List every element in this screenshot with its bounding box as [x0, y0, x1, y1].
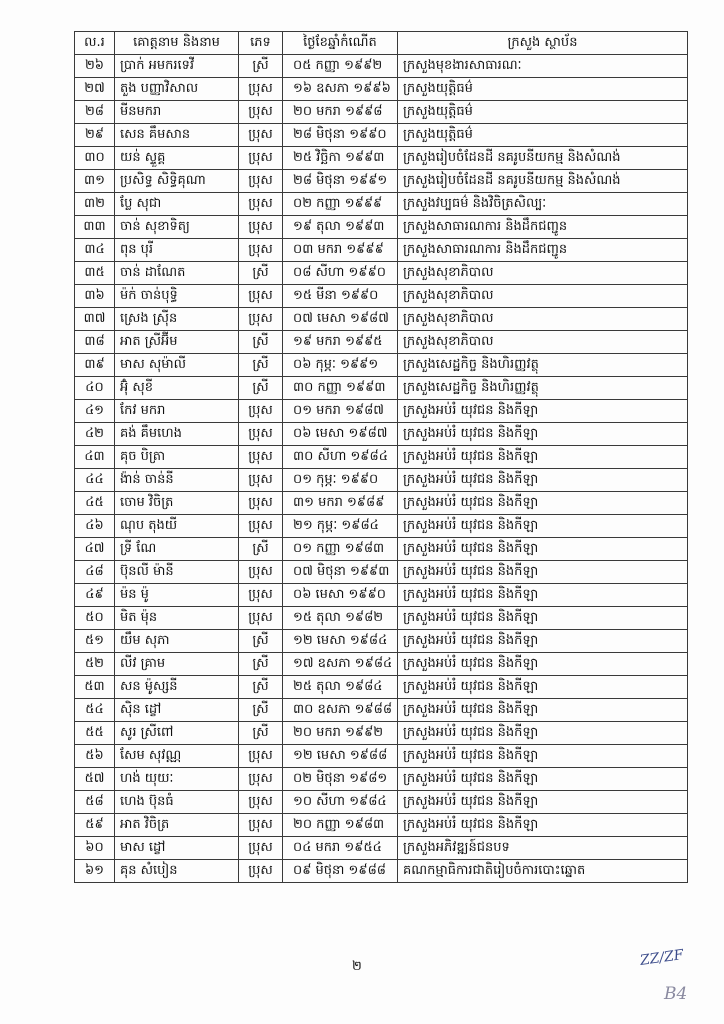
- cell-full-name: ហង់ យុយៈ: [115, 768, 239, 791]
- cell-sex: ស្រី: [239, 630, 283, 653]
- cell-date-of-birth: ០៩ មិថុនា ១៩៨៨: [283, 860, 398, 883]
- cell-number: ៣៥: [75, 262, 115, 285]
- cell-ministry: ក្រសួងអប់រំ យុវជន និងកីឡា: [398, 676, 688, 699]
- cell-number: ២៦: [75, 55, 115, 78]
- cell-ministry: ក្រសួងវប្បធម៌ និងវិចិត្រសិល្បៈ: [398, 193, 688, 216]
- cell-number: ៤៦: [75, 515, 115, 538]
- table-row: [75, 55, 688, 78]
- cell-sex: ប្រុស: [239, 101, 283, 124]
- cell-date-of-birth: ២៨ មិថុនា ១៩៩១: [283, 170, 398, 193]
- table-row: [75, 308, 688, 331]
- cell-sex: ប្រុស: [239, 469, 283, 492]
- cell-sex: ស្រី: [239, 377, 283, 400]
- cell-sex: ប្រុស: [239, 285, 283, 308]
- cell-ministry: ក្រសួងអប់រំ យុវជន និងកីឡា: [398, 584, 688, 607]
- cell-sex: ប្រុស: [239, 768, 283, 791]
- cell-ministry: ក្រសួងអប់រំ យុវជន និងកីឡា: [398, 607, 688, 630]
- cell-sex: ប្រុស: [239, 860, 283, 883]
- cell-ministry: ក្រសួងអប់រំ យុវជន និងកីឡា: [398, 630, 688, 653]
- cell-full-name: គង់ គឹមហេង: [115, 423, 239, 446]
- cell-date-of-birth: ០៦ កុម្ភៈ ១៩៩១: [283, 354, 398, 377]
- cell-full-name: ស៊ិន ដ្ខៅ: [115, 699, 239, 722]
- cell-date-of-birth: ០២ កញ្ញា ១៩៩៩: [283, 193, 398, 216]
- cell-date-of-birth: ១៥ តុលា ១៩៨២: [283, 607, 398, 630]
- table-row: [75, 860, 688, 883]
- cell-ministry: ក្រសួងអប់រំ យុវជន និងកីឡា: [398, 722, 688, 745]
- table-row: [75, 423, 688, 446]
- table-row: [75, 791, 688, 814]
- cell-ministry: ក្រសួងសុខាភិបាល: [398, 308, 688, 331]
- cell-ministry: ក្រសួងអប់រំ យុវជន និងកីឡា: [398, 423, 688, 446]
- cell-full-name: ទ្រី ណែ: [115, 538, 239, 561]
- cell-number: ៥៩: [75, 814, 115, 837]
- cell-sex: ប្រុស: [239, 584, 283, 607]
- table-row: [75, 768, 688, 791]
- cell-sex: ស្រី: [239, 653, 283, 676]
- cell-ministry: ក្រសួងយុត្តិធម៌: [398, 78, 688, 101]
- cell-number: ៥៨: [75, 791, 115, 814]
- cell-date-of-birth: ១២ មេសា ១៩៨៤: [283, 630, 398, 653]
- cell-date-of-birth: ០១ កុម្ភៈ ១៩៩០: [283, 469, 398, 492]
- cell-number: ៤៨: [75, 561, 115, 584]
- cell-number: ៣៣: [75, 216, 115, 239]
- cell-full-name: ម៉ន ម៉ូ: [115, 584, 239, 607]
- cell-sex: ប្រុស: [239, 561, 283, 584]
- cell-ministry: ក្រសួងអភិវឌ្ឍន៍ជនបទ: [398, 837, 688, 860]
- table-row: [75, 101, 688, 124]
- table-row: [75, 147, 688, 170]
- cell-number: ៥២: [75, 653, 115, 676]
- cell-ministry: ក្រសួងអប់រំ យុវជន និងកីឡា: [398, 561, 688, 584]
- cell-date-of-birth: ១៧ ឧសភា ១៩៨៤: [283, 653, 398, 676]
- cell-ministry: ក្រសួងអប់រំ យុវជន និងកីឡា: [398, 768, 688, 791]
- cell-full-name: ពុន បុរី: [115, 239, 239, 262]
- cell-date-of-birth: ២០ កញ្ញា ១៩៨៣: [283, 814, 398, 837]
- cell-number: ៤៧: [75, 538, 115, 561]
- cell-ministry: ក្រសួងអប់រំ យុវជន និងកីឡា: [398, 791, 688, 814]
- cell-number: ៥១: [75, 630, 115, 653]
- cell-number: ៤៩: [75, 584, 115, 607]
- cell-sex: ប្រុស: [239, 193, 283, 216]
- cell-full-name: លីវ គ្រាម: [115, 653, 239, 676]
- table-row: [75, 400, 688, 423]
- header-ministry: ក្រសួង ស្ថាប័ន: [398, 32, 688, 55]
- cell-date-of-birth: ១៥ មីនា ១៩៩០: [283, 285, 398, 308]
- cell-number: ៤២: [75, 423, 115, 446]
- cell-number: ២៨: [75, 101, 115, 124]
- cell-sex: ប្រុស: [239, 308, 283, 331]
- cell-full-name: តួង បញ្ញាវិសាល: [115, 78, 239, 101]
- table-row: [75, 814, 688, 837]
- table-row: [75, 837, 688, 860]
- table-row: [75, 78, 688, 101]
- table-row: [75, 446, 688, 469]
- cell-sex: ប្រុស: [239, 423, 283, 446]
- cell-number: ២៧: [75, 78, 115, 101]
- cell-number: ៤៥: [75, 492, 115, 515]
- cell-ministry: ក្រសួងសុខាភិបាល: [398, 331, 688, 354]
- cell-number: ៣៦: [75, 285, 115, 308]
- cell-ministry: ក្រសួងសាធារណការ និងដឹកជញ្ជូន: [398, 216, 688, 239]
- cell-date-of-birth: ០៥ កញ្ញា ១៩៩២: [283, 55, 398, 78]
- table-row: [75, 722, 688, 745]
- table-row: [75, 216, 688, 239]
- cell-sex: ប្រុស: [239, 78, 283, 101]
- cell-number: ៦០: [75, 837, 115, 860]
- cell-full-name: សែម សុវណ្ណ: [115, 745, 239, 768]
- table-row: [75, 354, 688, 377]
- cell-sex: ស្រី: [239, 538, 283, 561]
- cell-sex: ប្រុស: [239, 492, 283, 515]
- cell-date-of-birth: ៣០ សីហា ១៩៨៤: [283, 446, 398, 469]
- cell-date-of-birth: ១៦ ឧសភា ១៩៩៦: [283, 78, 398, 101]
- table-row: [75, 607, 688, 630]
- cell-sex: ប្រុស: [239, 239, 283, 262]
- cell-date-of-birth: ១២ មេសា ១៩៨៨: [283, 745, 398, 768]
- handwritten-initials: ZZ/ZF: [639, 947, 685, 969]
- cell-full-name: មាស សុម៉ាលី: [115, 354, 239, 377]
- cell-date-of-birth: ០៦ មេសា ១៩៩០: [283, 584, 398, 607]
- cell-ministry: ក្រសួងអប់រំ យុវជន និងកីឡា: [398, 469, 688, 492]
- cell-date-of-birth: ៣១ មករា ១៩៨៩: [283, 492, 398, 515]
- cell-full-name: ប៊ុនលី ម៉ានី: [115, 561, 239, 584]
- cell-full-name: អាត វិចិត្រ: [115, 814, 239, 837]
- cell-ministry: ក្រសួងអប់រំ យុវជន និងកីឡា: [398, 515, 688, 538]
- cell-date-of-birth: ១០ សីហា ១៩៨៤: [283, 791, 398, 814]
- cell-full-name: យន់ ស្ទួគ្គ: [115, 147, 239, 170]
- cell-date-of-birth: ៣០ ឧសភា ១៩៨៨: [283, 699, 398, 722]
- cell-date-of-birth: ០១ មករា ១៩៨៧: [283, 400, 398, 423]
- cell-date-of-birth: ០២ មិថុនា ១៩៨១: [283, 768, 398, 791]
- cell-full-name: ណុប តុងយី: [115, 515, 239, 538]
- table-row: [75, 170, 688, 193]
- cell-ministry: ក្រសួងអប់រំ យុវជន និងកីឡា: [398, 699, 688, 722]
- cell-date-of-birth: ០១ កញ្ញា ១៩៨៣: [283, 538, 398, 561]
- cell-date-of-birth: ២០ មករា ១៩៩៨: [283, 101, 398, 124]
- pencil-note: B4: [664, 984, 688, 1004]
- cell-sex: ស្រី: [239, 331, 283, 354]
- cell-full-name: សូរ ស្រីពៅ: [115, 722, 239, 745]
- table-row: [75, 653, 688, 676]
- table-row: [75, 262, 688, 285]
- cell-sex: ស្រី: [239, 354, 283, 377]
- table-row: [75, 492, 688, 515]
- cell-full-name: ប្រាក់ អមករទេវី: [115, 55, 239, 78]
- cell-ministry: ក្រសួងអប់រំ យុវជន និងកីឡា: [398, 653, 688, 676]
- cell-sex: ប្រុស: [239, 400, 283, 423]
- cell-full-name: កែវ មករា: [115, 400, 239, 423]
- cell-ministry: ក្រសួងអប់រំ យុវជន និងកីឡា: [398, 492, 688, 515]
- cell-number: ២៩: [75, 124, 115, 147]
- table-row: [75, 584, 688, 607]
- cell-date-of-birth: ០៦ មេសា ១៩៨៧: [283, 423, 398, 446]
- cell-number: ៤៣: [75, 446, 115, 469]
- cell-sex: ប្រុស: [239, 170, 283, 193]
- header-full-name: គោត្តនាម និងនាម: [115, 32, 239, 55]
- cell-ministry: ក្រសួងរៀបចំដែនដី នគរូបនីយកម្ម និងសំណង់: [398, 170, 688, 193]
- cell-full-name: មិត ម៉ុន: [115, 607, 239, 630]
- cell-sex: ស្រី: [239, 55, 283, 78]
- cell-sex: ស្រី: [239, 262, 283, 285]
- table-row: [75, 331, 688, 354]
- cell-date-of-birth: ២៥ វិច្ឆិកា ១៩៩៣: [283, 147, 398, 170]
- cell-sex: ស្រី: [239, 676, 283, 699]
- cell-number: ៣៨: [75, 331, 115, 354]
- cell-full-name: អ៊ុំ សុខី: [115, 377, 239, 400]
- cell-number: ៤០: [75, 377, 115, 400]
- cell-full-name: ចាន់ ដាណែត: [115, 262, 239, 285]
- cell-date-of-birth: ០៤ មករា ១៩៥៤: [283, 837, 398, 860]
- cell-number: ៥៣: [75, 676, 115, 699]
- cell-ministry: ក្រសួងសេដ្ឋកិច្ច និងហិរញ្ញវត្ថុ: [398, 377, 688, 400]
- cell-sex: ប្រុស: [239, 745, 283, 768]
- table-row: [75, 538, 688, 561]
- cell-full-name: មាស ដ្ខៅ: [115, 837, 239, 860]
- cell-number: ៤៤: [75, 469, 115, 492]
- table-row: [75, 377, 688, 400]
- table-row: [75, 239, 688, 262]
- cell-full-name: ង៉ាន់ ចាន់នី: [115, 469, 239, 492]
- cell-sex: ប្រុស: [239, 515, 283, 538]
- header-number: ល.រ: [75, 32, 115, 55]
- cell-ministry: ក្រសួងយុត្តិធម៌: [398, 101, 688, 124]
- cell-full-name: ហេង ប៊ុនធំ: [115, 791, 239, 814]
- cell-ministry: ក្រសួងអប់រំ យុវជន និងកីឡា: [398, 446, 688, 469]
- cell-number: ៥៧: [75, 768, 115, 791]
- cell-sex: ស្រី: [239, 722, 283, 745]
- cell-sex: ប្រុស: [239, 446, 283, 469]
- cell-sex: ប្រុស: [239, 147, 283, 170]
- cell-ministry: ក្រសួងអប់រំ យុវជន និងកីឡា: [398, 814, 688, 837]
- cell-full-name: ស្រេង ស្រ៊ីន: [115, 308, 239, 331]
- cell-sex: ប្រុស: [239, 607, 283, 630]
- cell-full-name: សន ម៉ូស្សនី: [115, 676, 239, 699]
- cell-full-name: អាត ស្រីអ៊ីម: [115, 331, 239, 354]
- cell-ministry: ក្រសួងសេដ្ឋកិច្ច និងហិរញ្ញវត្ថុ: [398, 354, 688, 377]
- cell-ministry: ក្រសួងអប់រំ យុវជន និងកីឡា: [398, 538, 688, 561]
- cell-ministry: គណកម្មាធិការជាតិរៀបចំការបោះឆ្នោត: [398, 860, 688, 883]
- table-row: [75, 285, 688, 308]
- cell-full-name: ចោម វិចិត្រ: [115, 492, 239, 515]
- cell-full-name: ចាន់ សុខាទិត្យ: [115, 216, 239, 239]
- table-row: [75, 193, 688, 216]
- cell-number: ៦១: [75, 860, 115, 883]
- cell-full-name: គុច បិត្រា: [115, 446, 239, 469]
- cell-number: ៥៥: [75, 722, 115, 745]
- cell-number: ៣២: [75, 193, 115, 216]
- cell-ministry: ក្រសួងអប់រំ យុវជន និងកីឡា: [398, 745, 688, 768]
- table-row: [75, 676, 688, 699]
- cell-ministry: ក្រសួងយុត្តិធម៌: [398, 124, 688, 147]
- cell-number: ៥៤: [75, 699, 115, 722]
- cell-sex: ប្រុស: [239, 791, 283, 814]
- table-row: [75, 561, 688, 584]
- cell-full-name: ប្លែ សុជា: [115, 193, 239, 216]
- cell-full-name: ប្រសិទ្ធ សិទ្ធិគុណា: [115, 170, 239, 193]
- cell-full-name: មីនមករា: [115, 101, 239, 124]
- cell-date-of-birth: ២១ កុម្ភៈ ១៩៨៤: [283, 515, 398, 538]
- cell-date-of-birth: ០៧ មិថុនា ១៩៩៣: [283, 561, 398, 584]
- cell-ministry: ក្រសួងមុខងារសាធារណៈ: [398, 55, 688, 78]
- cell-full-name: ម៉ក់ ចាន់បុទ្ធិ: [115, 285, 239, 308]
- table-row: [75, 515, 688, 538]
- table-body: [75, 55, 688, 883]
- cell-date-of-birth: ០៧ មេសា ១៩៨៧: [283, 308, 398, 331]
- cell-full-name: សេន គឹមសាន: [115, 124, 239, 147]
- cell-ministry: ក្រសួងអប់រំ យុវជន និងកីឡា: [398, 400, 688, 423]
- cell-number: ៥០: [75, 607, 115, 630]
- table-row: [75, 630, 688, 653]
- cell-date-of-birth: ១៩ តុលា ១៩៩៣: [283, 216, 398, 239]
- table-row: [75, 699, 688, 722]
- header-date-of-birth: ថ្ងៃខែឆ្នាំកំណើត: [283, 32, 398, 55]
- cell-number: ៣៩: [75, 354, 115, 377]
- cell-number: ៣៧: [75, 308, 115, 331]
- cell-date-of-birth: ២០ មករា ១៩៩២: [283, 722, 398, 745]
- personnel-table: [74, 31, 688, 883]
- cell-sex: ប្រុស: [239, 216, 283, 239]
- cell-number: ៥៦: [75, 745, 115, 768]
- cell-date-of-birth: ០៨ សីហា ១៩៩០: [283, 262, 398, 285]
- cell-ministry: ក្រសួងសាធារណការ និងដឹកជញ្ជូន: [398, 239, 688, 262]
- table-header-row: [75, 32, 688, 55]
- cell-number: ៤១: [75, 400, 115, 423]
- cell-date-of-birth: ៣០ កញ្ញា ១៩៩៣: [283, 377, 398, 400]
- header-sex: ភេទ: [239, 32, 283, 55]
- cell-full-name: យឹម សុភា: [115, 630, 239, 653]
- cell-number: ៣៤: [75, 239, 115, 262]
- cell-sex: ប្រុស: [239, 837, 283, 860]
- cell-ministry: ក្រសួងរៀបចំដែនដី នគរូបនីយកម្ម និងសំណង់: [398, 147, 688, 170]
- table-row: [75, 124, 688, 147]
- cell-sex: ប្រុស: [239, 814, 283, 837]
- cell-date-of-birth: ២៨ មិថុនា ១៩៩០: [283, 124, 398, 147]
- cell-date-of-birth: ២៥ តុលា ១៩៨៤: [283, 676, 398, 699]
- cell-sex: ស្រី: [239, 699, 283, 722]
- cell-date-of-birth: ០៣ មករា ១៩៩៩: [283, 239, 398, 262]
- cell-number: ៣១: [75, 170, 115, 193]
- cell-full-name: គុន សំបៀន: [115, 860, 239, 883]
- cell-ministry: ក្រសួងសុខាភិបាល: [398, 262, 688, 285]
- cell-ministry: ក្រសួងសុខាភិបាល: [398, 285, 688, 308]
- cell-date-of-birth: ១៩ មករា ១៩៩៥: [283, 331, 398, 354]
- cell-sex: ប្រុស: [239, 124, 283, 147]
- page-number: ២: [352, 959, 362, 974]
- cell-number: ៣០: [75, 147, 115, 170]
- table-row: [75, 469, 688, 492]
- table-row: [75, 745, 688, 768]
